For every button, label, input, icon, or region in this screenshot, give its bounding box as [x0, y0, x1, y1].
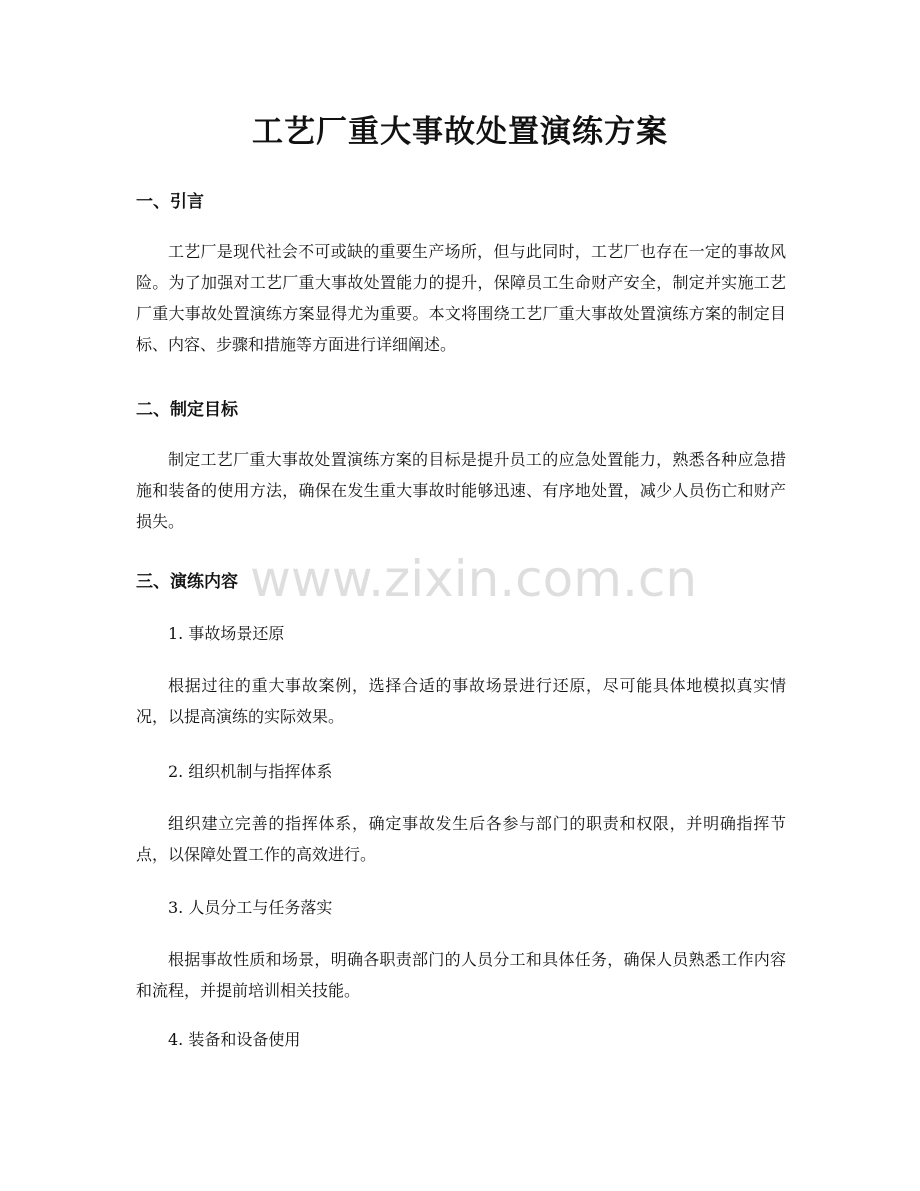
drill-item-label: 4. 装备和设备使用	[168, 1030, 301, 1049]
section-heading-goals: 二、制定目标	[136, 400, 238, 420]
section-heading-introduction: 一、引言	[136, 192, 204, 212]
document-title: 工艺厂重大事故处置演练方案	[252, 114, 668, 150]
introduction-paragraph: 工艺厂是现代社会不可或缺的重要生产场所，但与此同时，工艺厂也存在一定的事故风险。为了加强对工艺厂重大事故处置能力的提升，保障员工生命财产安全，制定并实施工艺厂重大事故处置演练方案显得尤为重要。本文将围绕工艺厂重大事故处置演练方案的制定目标、内容、步骤和措施等方面进行详细阐述。	[136, 242, 786, 354]
watermark: www.zixin.com.cn	[250, 550, 698, 608]
drill-item-paragraph: 根据事故性质和场景，明确各职责部门的人员分工和具体任务，确保人员熟悉工作内容和流程，并提前培训相关技能。	[136, 950, 786, 1000]
section-heading-drill-content: 三、演练内容	[136, 572, 238, 592]
goals-paragraph: 制定工艺厂重大事故处置演练方案的目标是提升员工的应急处置能力，熟悉各种应急措施和装备的使用方法，确保在发生重大事故时能够迅速、有序地处置，减少人员伤亡和财产损失。	[136, 450, 786, 531]
drill-item-label: 1. 事故场景还原	[168, 624, 285, 643]
drill-item-paragraph: 组织建立完善的指挥体系，确定事故发生后各参与部门的职责和权限，并明确指挥节点，以保障处置工作的高效进行。	[136, 814, 786, 864]
drill-item-label: 3. 人员分工与任务落实	[168, 898, 333, 917]
drill-item-label: 2. 组织机制与指挥体系	[168, 762, 333, 781]
drill-item-paragraph: 根据过往的重大事故案例，选择合适的事故场景进行还原，尽可能具体地模拟真实情况，以提高演练的实际效果。	[136, 676, 786, 726]
